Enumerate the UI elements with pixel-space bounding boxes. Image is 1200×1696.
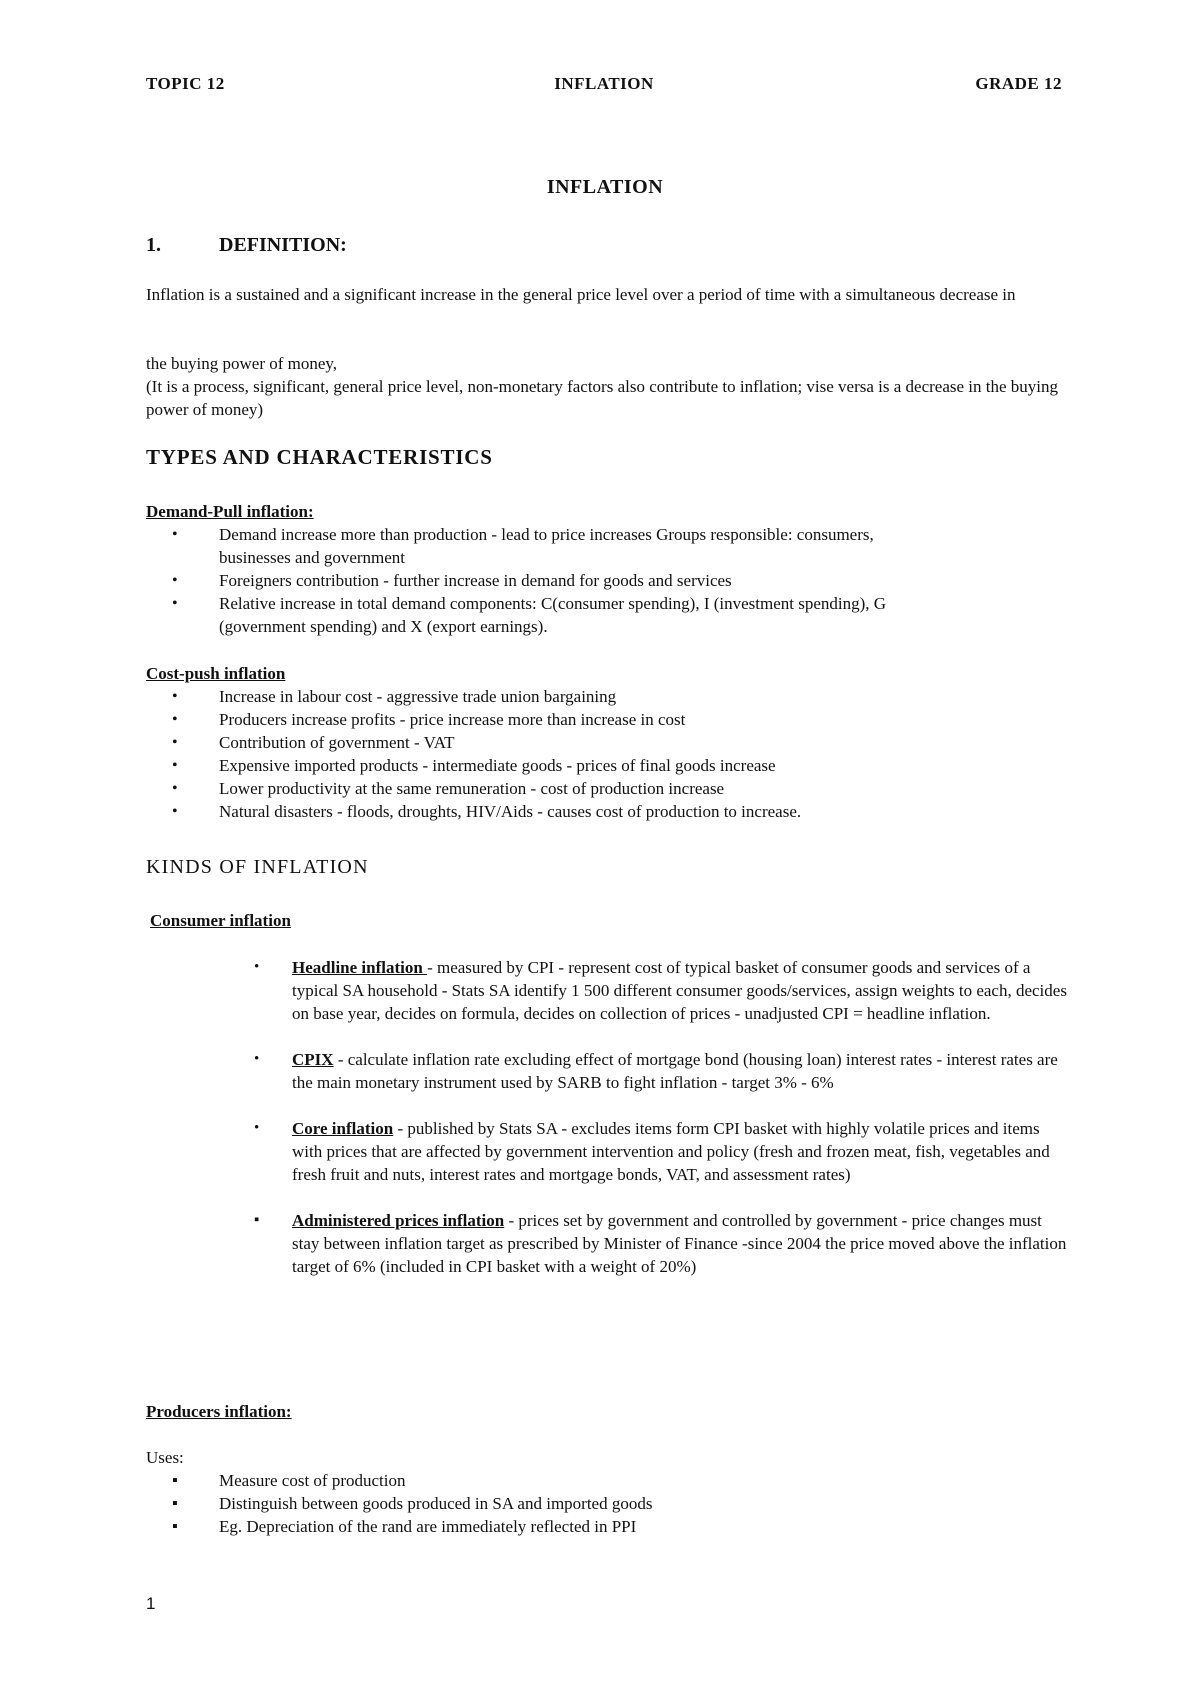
list-item xyxy=(146,800,1066,823)
list-item xyxy=(146,569,906,592)
consumer-inflation-heading-text: Consumer inflation xyxy=(150,911,291,930)
list-item xyxy=(146,777,1066,800)
kinds-heading: KINDS OF INFLATION xyxy=(146,856,369,878)
bullet-icon: • xyxy=(254,959,260,975)
list-item xyxy=(146,731,1066,754)
consumer-inflation-list xyxy=(146,956,1070,1278)
header-subject: INFLATION xyxy=(554,74,654,93)
bullet-icon: • xyxy=(172,803,178,820)
square-bullet-icon: ▪ xyxy=(172,1495,178,1512)
list-item-text: Relative increase in total demand components: C(consumer spending), I (investment spending), G (government spending) and X (export earnings). xyxy=(219,594,887,636)
definition-paragraph: Inflation is a sustained and a significant increase in the general price level over a period of time with a simultaneous decrease in xyxy=(146,285,1016,304)
definition-number: 1. xyxy=(146,234,161,256)
list-item-text: Increase in labour cost - aggressive trade union bargaining xyxy=(219,687,617,706)
list-item xyxy=(146,1515,1066,1538)
page-title: INFLATION xyxy=(546,176,664,198)
list-item-text: Contribution of government - VAT xyxy=(219,733,455,752)
list-item-text: Lower productivity at the same remuneration - cost of production increase xyxy=(219,779,725,798)
square-bullet-icon: ▪ xyxy=(172,1472,178,1489)
uses-label: Uses: xyxy=(146,1448,184,1467)
definition-heading xyxy=(146,234,347,257)
consumer-inflation-section xyxy=(146,956,1070,1301)
bullet-icon: • xyxy=(172,757,178,774)
headline-inflation-text: - measured by CPI - represent cost of typical basket of consumer goods and services of a typical SA household - Stats SA identify 1 500 different consumer goods/services, assign weights to each, decides on base year, decides on formula, decides on collection of prices - unadjusted CPI = headline inflation. xyxy=(292,958,1067,1023)
bullet-icon: • xyxy=(254,1051,260,1067)
bullet-icon: • xyxy=(172,526,178,543)
list-item xyxy=(146,1492,1066,1515)
definition-heading-text: DEFINITION: xyxy=(219,234,347,256)
types-heading: TYPES AND CHARACTERISTICS xyxy=(146,445,493,469)
producers-inflation-heading: Producers inflation: xyxy=(146,1402,292,1421)
square-bullet-icon: ▪ xyxy=(254,1212,260,1228)
demand-pull-section xyxy=(146,500,1066,638)
bullet-icon: • xyxy=(172,688,178,705)
list-item-text: Measure cost of production xyxy=(219,1471,406,1490)
list-item xyxy=(146,685,1066,708)
list-item xyxy=(146,708,1066,731)
administered-prices-title: Administered prices inflation xyxy=(292,1211,505,1230)
producers-inflation-section xyxy=(146,1400,1066,1538)
list-item-text: Natural disasters - floods, droughts, HIV/Aids - causes cost of production to increase. xyxy=(219,802,802,821)
square-bullet-icon: ▪ xyxy=(172,1518,178,1535)
demand-pull-heading: Demand-Pull inflation: xyxy=(146,502,314,521)
page-number: 1 xyxy=(146,1594,156,1613)
cost-push-section xyxy=(146,662,1066,823)
cpix-text: - calculate inflation rate excluding effect of mortgage bond (housing loan) interest rates - interest rates are the main monetary instrument used by SARB to fight inflation - target 3% - 6% xyxy=(292,1050,1058,1092)
bullet-icon: • xyxy=(172,734,178,751)
bullet-icon: • xyxy=(254,1120,260,1136)
bullet-icon: • xyxy=(172,595,178,612)
list-item-text: Demand increase more than production - lead to price increases Groups responsible: consumers, businesses and government xyxy=(219,525,874,567)
list-item xyxy=(146,1117,1070,1186)
header-grade: GRADE 12 xyxy=(975,74,1062,93)
cpix-title: CPIX xyxy=(292,1050,334,1069)
list-item xyxy=(146,754,1066,777)
header-topic: TOPIC 12 xyxy=(146,74,225,93)
list-item-text: Producers increase profits - price increase more than increase in cost xyxy=(219,710,686,729)
list-item-text: Foreigners contribution - further increase in demand for goods and services xyxy=(219,571,732,590)
list-item-text: Eg. Depreciation of the rand are immediately reflected in PPI xyxy=(219,1517,637,1536)
headline-inflation-title: Headline inflation xyxy=(292,958,428,977)
definition-buying-power: the buying power of money, xyxy=(146,354,338,373)
bullet-icon: • xyxy=(172,780,178,797)
list-item xyxy=(146,1048,1070,1094)
list-item xyxy=(146,523,906,569)
consumer-inflation-heading xyxy=(150,909,1070,932)
list-item-text: Expensive imported products - intermediate goods - prices of final goods increase xyxy=(219,756,776,775)
demand-pull-list xyxy=(146,523,906,638)
list-item-text: Distinguish between goods produced in SA and imported goods xyxy=(219,1494,653,1513)
core-inflation-text: - published by Stats SA - excludes items form CPI basket with highly volatile prices and items with prices that are affected by government intervention and policy (fresh and frozen meat, fish, vegetables and fresh fruit and nuts, interest rates and mortgage bonds, VAT, and assessment rates) xyxy=(292,1119,1050,1184)
list-item xyxy=(146,592,906,638)
bullet-icon: • xyxy=(172,572,178,589)
definition-note: (It is a process, significant, general price level, non-monetary factors also contribute to inflation; vise versa is a decrease in the buying power of money) xyxy=(146,377,1059,419)
administered-prices-text: - prices set by government and controlled by government - price changes must stay between inflation target as prescribed by Minister of Finance -since 2004 the price moved above the inflation target of 6% (included in CPI basket with a weight of 20%) xyxy=(292,1211,1067,1276)
core-inflation-title: Core inflation xyxy=(292,1119,394,1138)
list-item xyxy=(146,1209,1070,1278)
running-header xyxy=(146,72,1062,96)
bullet-icon: • xyxy=(172,711,178,728)
list-item xyxy=(146,956,1070,1025)
cost-push-heading: Cost-push inflation xyxy=(146,664,286,683)
list-item xyxy=(146,1469,1066,1492)
producers-uses-list xyxy=(146,1469,1066,1538)
cost-push-list xyxy=(146,685,1066,823)
